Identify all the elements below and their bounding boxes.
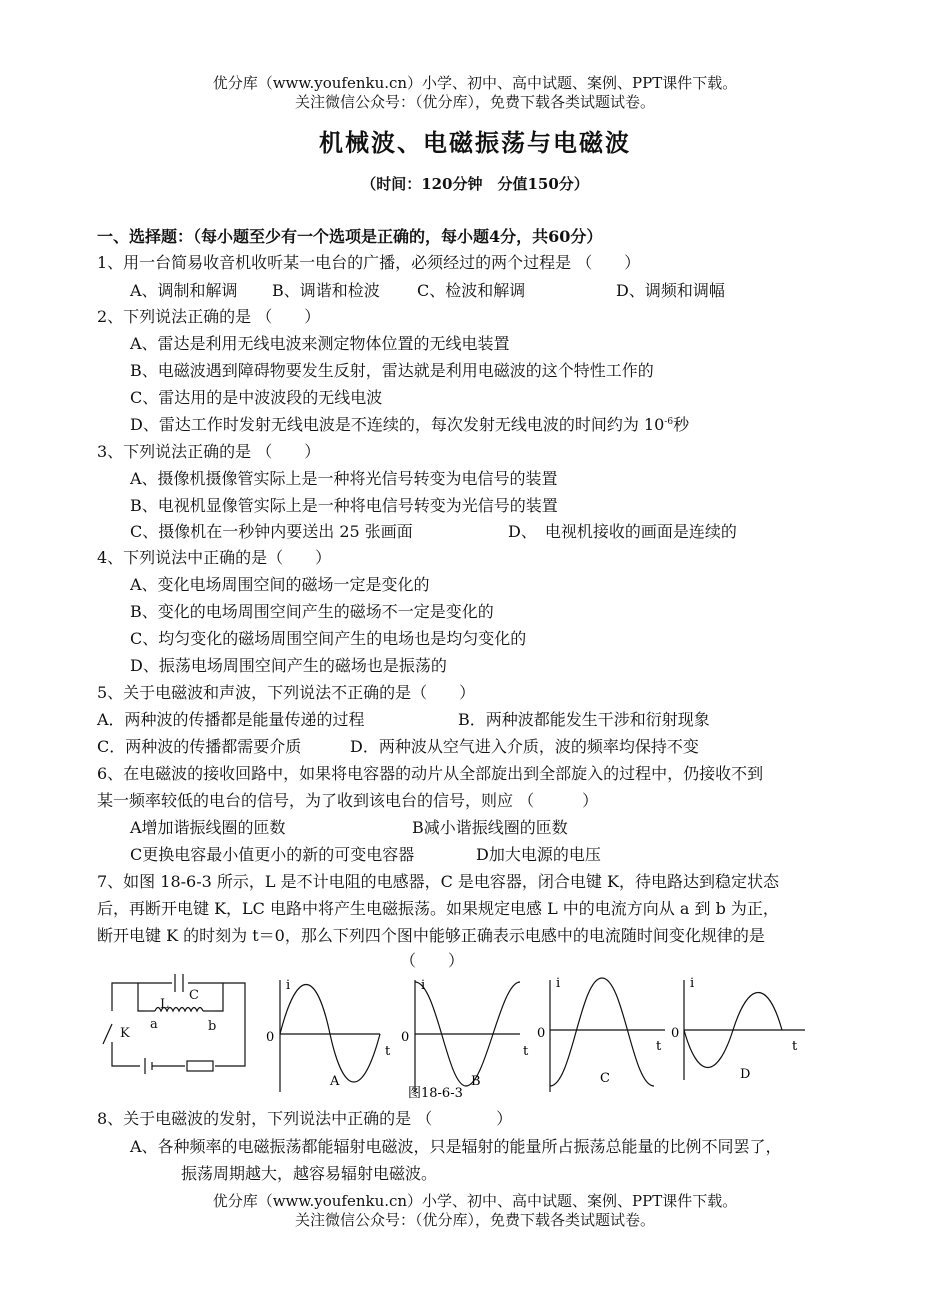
graph-d-label: D xyxy=(740,1067,751,1082)
footer-line-1: 优分库（www.youfenku.cn）小学、初中、高中试题、案例、PPT课件下载。 xyxy=(212,1192,738,1210)
circuit-wire-bottom-left xyxy=(112,1042,140,1066)
question-3-option-a: A、摄像机摄像管实际上是一种将光信号转变为电信号的装置 xyxy=(130,469,558,488)
footer-line-2: 关注微信公众号：（优分库），免费下载各类试题试卷。 xyxy=(294,1211,655,1229)
question-6-stem-line-1: 6、在电磁波的接收回路中，如果将电容器的动片从全部旋出到全部旋入的过程中，仍接收不到 xyxy=(97,764,764,783)
question-6-option-b: B减小谐振线圈的匝数 xyxy=(412,818,568,837)
inductor-wire-left xyxy=(138,983,145,1011)
question-6-option-c: C更换电容最小值更小的新的可变电容器 xyxy=(130,845,415,864)
label-k: K xyxy=(120,1026,130,1041)
question-7-stem-line-1: 7、如图 18-6-3 所示，L 是不计电阻的电感器，C 是电容器，闭合电键 K，待电路达到稳定状态 xyxy=(97,872,779,891)
figure-caption: 图18-6-3 xyxy=(408,1086,463,1101)
question-2-stem: 2、下列说法正确的是 （ ） xyxy=(97,307,321,326)
graph-b-t-label: t xyxy=(523,1044,529,1059)
graph-b-label: B xyxy=(471,1074,481,1089)
question-5-option-c: C．两种波的传播都需要介质 xyxy=(97,737,302,756)
graph-b xyxy=(401,978,529,1092)
question-2-option-a: A、雷达是利用无线电波来测定物体位置的无线电装置 xyxy=(130,334,510,353)
header-line-2: 关注微信公众号：（优分库），免费下载各类试题试卷。 xyxy=(294,93,655,111)
question-5-option-a: A．两种波的传播都是能量传递的过程 xyxy=(97,710,365,729)
graph-a-i-label: i xyxy=(286,978,291,993)
question-1-option-a: A、调制和解调 xyxy=(130,281,238,300)
question-6-stem-line-2: 某一频率较低的电台的信号，为了收到该电台的信号，则应 （ ） xyxy=(97,791,599,810)
question-5-stem: 5、关于电磁波和声波，下列说法不正确的是（ ） xyxy=(97,683,476,702)
label-b: b xyxy=(208,1019,217,1034)
question-1-option-b: B、调谐和检波 xyxy=(272,281,380,300)
question-5-option-d: D．两种波从空气进入介质，波的频率均保持不变 xyxy=(350,737,699,756)
graph-b-origin: 0 xyxy=(401,1030,410,1045)
question-4-option-a: A、变化电场周围空间的磁场一定是变化的 xyxy=(130,575,430,594)
graph-d xyxy=(671,976,805,1082)
header-line-1: 优分库（www.youfenku.cn）小学、初中、高中试题、案例、PPT课件下载。 xyxy=(212,74,738,92)
graph-c-label: C xyxy=(600,1071,610,1086)
page-title: 机械波、电磁振荡与电磁波 xyxy=(319,128,631,157)
graph-a-t-label: t xyxy=(385,1044,391,1059)
graph-a-label: A xyxy=(330,1074,340,1089)
question-8-stem: 8、关于电磁波的发射，下列说法中正确的是 （ ） xyxy=(97,1109,513,1128)
page-subtitle: （时间：120分钟 分值150分） xyxy=(361,175,589,193)
question-2-option-d: D、雷达工作时发射无线电波是不连续的，每次发射无线电波的时间约为 $10^{-6}$秒 xyxy=(130,415,690,434)
graph-d-i-label: i xyxy=(690,976,695,991)
question-1-option-d: D、调频和调幅 xyxy=(616,281,725,300)
question-2-option-c: C、雷达用的是中波波段的无线电波 xyxy=(130,388,383,407)
graph-d-origin: 0 xyxy=(671,1026,680,1041)
question-4-option-d: D、振荡电场周围空间产生的磁场也是振荡的 xyxy=(130,656,447,675)
question-1-option-c: C、检波和解调 xyxy=(417,281,526,300)
lc-circuit-diagram xyxy=(103,974,245,1074)
graph-c-i-label: i xyxy=(556,976,561,991)
graph-c-t-label: t xyxy=(656,1039,662,1054)
question-4-option-c: C、均匀变化的磁场周围空间产生的电场也是均匀变化的 xyxy=(130,629,527,648)
question-2-option-b: B、电磁波遇到障碍物要发生反射，雷达就是利用电磁波的这个特性工作的 xyxy=(130,361,654,380)
graph-c-origin: 0 xyxy=(537,1026,546,1041)
graph-a-origin: 0 xyxy=(266,1030,275,1045)
label-a: a xyxy=(150,1017,158,1032)
graph-c-curve xyxy=(550,978,654,1086)
switch-k xyxy=(103,1024,112,1044)
question-7-answer-paren: （ ） xyxy=(400,951,465,970)
question-7-stem-line-2: 后，再断开电键 K，LC 电路中将产生电磁振荡。如果规定电感 L 中的电流方向从 a 到 b 为正， xyxy=(97,899,779,918)
question-3-option-c: C、摄像机在一秒钟内要送出 25 张画面 xyxy=(130,522,413,541)
question-4-stem: 4、下列说法中正确的是（ ） xyxy=(97,548,332,567)
question-3-option-b: B、电视机显像管实际上是一种将电信号转变为光信号的装置 xyxy=(130,496,558,515)
question-1-stem: 1、用一台简易收音机收听某一电台的广播，必须经过的两个过程是 （ ） xyxy=(97,253,641,272)
graph-a xyxy=(266,978,391,1092)
question-7-stem-line-3: 断开电键 K 的时刻为 t＝0，那么下列四个图中能够正确表示电感中的电流随时间变化规律的是 xyxy=(97,926,765,945)
section-heading: 一、选择题：（每小题至少有一个选项是正确的，每小题4分，共60分） xyxy=(97,227,603,246)
question-8-option-a-line-2: 振荡周期越大，越容易辐射电磁波。 xyxy=(181,1164,438,1183)
graph-d-t-label: t xyxy=(792,1039,798,1054)
question-3-option-d: D、 电视机接收的画面是连续的 xyxy=(508,522,737,541)
question-4-option-b: B、变化的电场周围空间产生的磁场不一定是变化的 xyxy=(130,602,494,621)
resistor xyxy=(187,1061,213,1071)
inductor-wire-right xyxy=(215,983,223,1011)
question-6-option-a: A增加谐振线圈的匝数 xyxy=(130,818,286,837)
question-8-option-a-line-1: A、各种频率的电磁振荡都能辐射电磁波，只是辐射的能量所占振荡总能量的比例不同罢了， xyxy=(130,1137,782,1156)
graph-a-curve xyxy=(280,985,380,1083)
graph-b-i-label: i xyxy=(421,978,426,993)
question-3-stem: 3、下列说法正确的是 （ ） xyxy=(97,442,321,461)
question-6-option-d: D加大电源的电压 xyxy=(476,845,601,864)
question-5-option-b: B．两种波都能发生干涉和衍射现象 xyxy=(458,710,710,729)
label-c: C xyxy=(189,988,199,1003)
label-l: L xyxy=(160,997,169,1012)
graph-c xyxy=(537,976,665,1092)
